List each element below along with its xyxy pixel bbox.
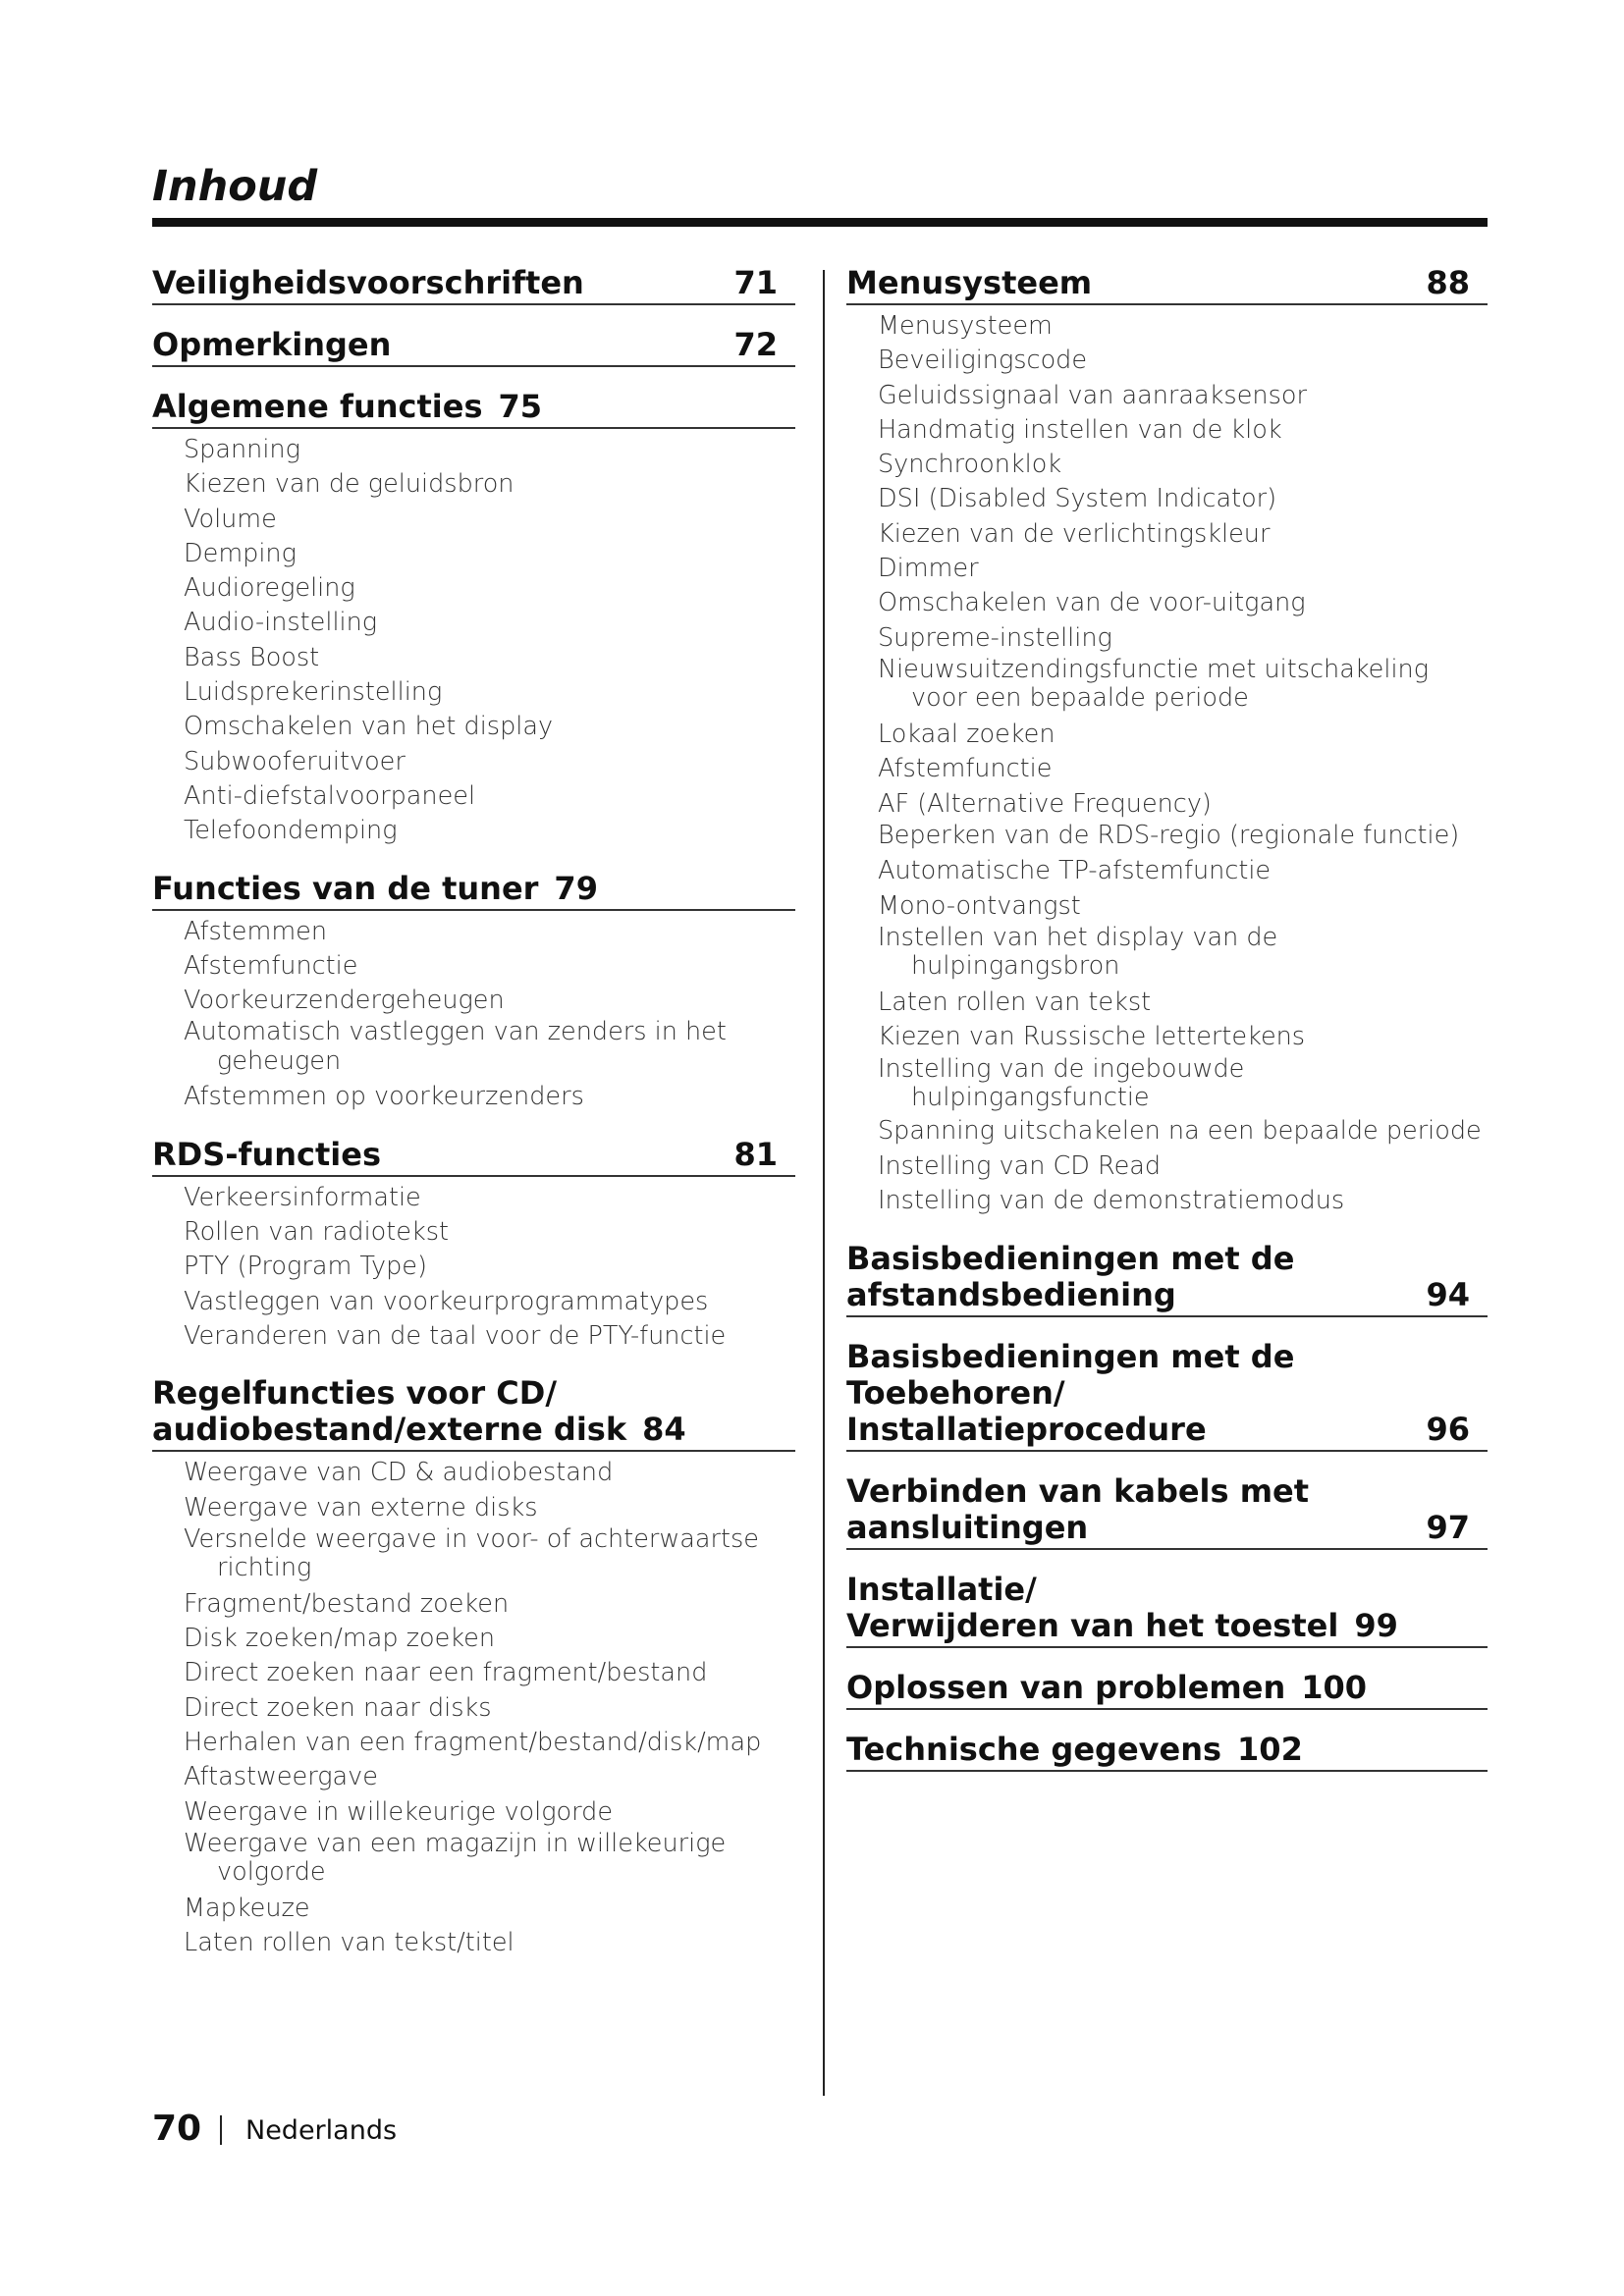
- toc-item[interactable]: Luidsprekerinstelling: [184, 677, 443, 708]
- toc-section-page: 71: [733, 264, 778, 301]
- toc-section-title: Functies van de tuner: [152, 869, 539, 907]
- toc-item[interactable]: Disk zoeken/map zoeken: [184, 1624, 495, 1654]
- toc-item[interactable]: Menusysteem: [878, 311, 1053, 341]
- toc-item[interactable]: Afstemmen op voorkeurzenders: [184, 1082, 584, 1112]
- toc-section-title: Menusysteem: [846, 264, 1093, 301]
- toc-right-column: [846, 265, 1488, 1793]
- toc-item[interactable]: Aftastweergave: [184, 1762, 378, 1792]
- toc-section-heading[interactable]: [152, 327, 795, 367]
- toc-section-page: 96: [1426, 1410, 1470, 1448]
- toc-item[interactable]: Demping: [184, 538, 297, 568]
- toc-section-title: Installatie/ Verwijderen van het toestel: [846, 1570, 1339, 1644]
- toc-section: [152, 389, 795, 849]
- toc-section: [152, 265, 795, 305]
- toc-item[interactable]: Veranderen van de taal voor de PTY-functie: [184, 1320, 727, 1351]
- toc-item[interactable]: AF (Alternative Frequency): [878, 788, 1212, 819]
- toc-item[interactable]: Afstemmen: [184, 916, 328, 946]
- toc-section: [152, 1375, 795, 1960]
- toc-section: [846, 1732, 1488, 1772]
- toc-section: [152, 1137, 795, 1354]
- toc-section-heading[interactable]: [846, 265, 1488, 305]
- toc-item-list: [152, 433, 795, 849]
- toc-item[interactable]: Synchroonklok: [878, 450, 1062, 480]
- toc-section-title: Verbinden van kabels met aansluitingen: [846, 1471, 1310, 1546]
- toc-item[interactable]: Weergave van externe disks: [184, 1492, 538, 1522]
- toc-section: [846, 265, 1488, 1219]
- toc-item[interactable]: Weergave van CD & audiobestand: [184, 1458, 614, 1488]
- toc-item[interactable]: Voorkeurzendergeheugen: [184, 986, 505, 1016]
- toc-section-heading[interactable]: [846, 1732, 1488, 1772]
- toc-item-list: [152, 1181, 795, 1354]
- toc-section-title: Opmerkingen: [152, 326, 392, 363]
- footer-separator: [220, 2115, 222, 2145]
- toc-item[interactable]: Omschakelen van het display: [184, 712, 554, 742]
- toc-item[interactable]: Supreme-instelling: [878, 622, 1112, 653]
- toc-section-heading[interactable]: [152, 1375, 795, 1452]
- toc-item[interactable]: Mapkeuze: [184, 1893, 310, 1923]
- toc-section-page: 72: [733, 326, 778, 363]
- toc-item[interactable]: Fragment/bestand zoeken: [184, 1588, 510, 1619]
- toc-item[interactable]: Lokaal zoeken: [878, 719, 1056, 749]
- toc-item-list: [846, 309, 1488, 1219]
- toc-item[interactable]: Omschakelen van de voor-uitgang: [878, 588, 1306, 618]
- toc-item[interactable]: Laten rollen van tekst: [878, 987, 1152, 1017]
- toc-section-title: Regelfuncties voor CD/ audiobestand/externe disk: [152, 1374, 627, 1449]
- toc-item[interactable]: DSI (Disabled System Indicator): [878, 484, 1277, 514]
- toc-item[interactable]: Volume: [184, 504, 277, 534]
- toc-section-title: Oplossen van problemen: [846, 1668, 1286, 1706]
- toc-left-column: [152, 265, 795, 1983]
- toc-section-heading[interactable]: [152, 389, 795, 429]
- toc-section-heading[interactable]: [846, 1473, 1488, 1550]
- toc-item[interactable]: Beveiligingscode: [878, 346, 1088, 376]
- toc-section-page: 94: [1426, 1275, 1470, 1313]
- toc-section-heading[interactable]: [846, 1572, 1488, 1648]
- toc-section: [152, 871, 795, 1115]
- toc-item[interactable]: Herhalen van een fragment/bestand/disk/map: [184, 1728, 762, 1758]
- toc-item[interactable]: Geluidssignaal van aanraaksensor: [878, 380, 1307, 410]
- toc-item[interactable]: Anti-diefstalvoorpaneel: [184, 780, 476, 811]
- toc-item[interactable]: Nieuwsuitzendingsfunctie met uitschakeling voor een bepaalde periode: [878, 654, 1429, 714]
- toc-section-title: Veiligheidsvoorschriften: [152, 264, 584, 301]
- toc-item[interactable]: Automatische TP-afstemfunctie: [878, 856, 1272, 886]
- toc-item[interactable]: Rollen van radiotekst: [184, 1217, 450, 1248]
- toc-section-heading[interactable]: [152, 871, 795, 911]
- toc-item[interactable]: Weergave in willekeurige volgorde: [184, 1796, 614, 1827]
- toc-item[interactable]: Kiezen van de geluidsbron: [184, 469, 514, 500]
- toc-section-title: Basisbedieningen met de afstandsbediening: [846, 1239, 1295, 1313]
- toc-section-page: 102: [1237, 1730, 1303, 1768]
- footer-language: Nederlands: [245, 2115, 398, 2146]
- toc-item[interactable]: Kiezen van de verlichtingskleur: [878, 518, 1271, 549]
- toc-item[interactable]: Subwooferuitvoer: [184, 746, 406, 776]
- toc-item[interactable]: Spanning uitschakelen na een bepaalde periode: [878, 1115, 1482, 1146]
- column-divider: [823, 270, 825, 2096]
- toc-section: [846, 1339, 1488, 1452]
- toc-item[interactable]: Beperken van de RDS-regio (regionale functie): [878, 820, 1460, 850]
- toc-section-page: 88: [1426, 264, 1470, 301]
- toc-section-page: 99: [1354, 1606, 1398, 1644]
- toc-section: [846, 1670, 1488, 1710]
- toc-item[interactable]: Vastleggen van voorkeurprogrammatypes: [184, 1286, 709, 1316]
- toc-item[interactable]: Instelling van CD Read: [878, 1151, 1162, 1182]
- toc-section-page: 79: [554, 869, 598, 907]
- toc-item[interactable]: Instelling van de demonstratiemodus: [878, 1186, 1345, 1216]
- toc-item[interactable]: Telefoondemping: [184, 816, 398, 846]
- toc-section: [846, 1241, 1488, 1317]
- toc-section-title: Algemene functies: [152, 388, 483, 425]
- toc-section-heading[interactable]: [846, 1670, 1488, 1710]
- toc-item[interactable]: Kiezen van Russische lettertekens: [878, 1022, 1306, 1052]
- toc-item[interactable]: Weergave van een magazijn in willekeurige volgorde: [184, 1828, 727, 1888]
- toc-item[interactable]: Audioregeling: [184, 573, 355, 604]
- toc-item[interactable]: Dimmer: [878, 554, 979, 584]
- footer-page-number: 70: [152, 2109, 202, 2149]
- toc-section-page: 75: [498, 388, 543, 425]
- toc-section-page: 81: [733, 1135, 778, 1173]
- toc-item[interactable]: Direct zoeken naar een fragment/bestand: [184, 1658, 708, 1688]
- toc-item[interactable]: Verkeersinformatie: [184, 1182, 421, 1212]
- toc-section: [846, 1572, 1488, 1648]
- toc-section-heading[interactable]: [846, 1241, 1488, 1317]
- toc-item[interactable]: Laten rollen van tekst/titel: [184, 1928, 514, 1958]
- toc-section-heading[interactable]: [152, 265, 795, 305]
- title-rule: [152, 218, 1488, 227]
- toc-item[interactable]: Afstemfunctie: [184, 950, 358, 981]
- toc-section-title: Technische gegevens: [846, 1730, 1222, 1768]
- toc-section-title: RDS-functies: [152, 1135, 381, 1173]
- toc-item[interactable]: Handmatig instellen van de klok: [878, 414, 1282, 445]
- toc-item[interactable]: Instellen van het display van de hulpingangsbron: [878, 922, 1278, 982]
- toc-item[interactable]: PTY (Program Type): [184, 1252, 427, 1282]
- toc-item[interactable]: Automatisch vastleggen van zenders in het geheugen: [184, 1017, 727, 1076]
- toc-item[interactable]: Versnelde weergave in voor- of achterwaartse richting: [184, 1523, 759, 1583]
- toc-item[interactable]: Bass Boost: [184, 642, 320, 672]
- toc-section-heading[interactable]: [152, 1137, 795, 1177]
- toc-item[interactable]: Audio-instelling: [184, 608, 378, 638]
- toc-item[interactable]: Instelling van de ingebouwde hulpingangsfunctie: [878, 1053, 1245, 1113]
- toc-item-list: [152, 1456, 795, 1960]
- toc-item[interactable]: Spanning: [184, 435, 300, 464]
- page-title: Inhoud: [152, 162, 318, 211]
- toc-item[interactable]: Direct zoeken naar disks: [184, 1692, 492, 1723]
- toc-section-page: 84: [642, 1411, 686, 1449]
- toc-section-page: 100: [1301, 1668, 1368, 1706]
- toc-section: [152, 327, 795, 367]
- toc-section: [846, 1473, 1488, 1550]
- toc-section-title: Basisbedieningen met de Toebehoren/ Installatieprocedure: [846, 1337, 1295, 1448]
- toc-item-list: [152, 915, 795, 1115]
- toc-section-heading[interactable]: [846, 1339, 1488, 1452]
- toc-item[interactable]: Mono-ontvangst: [878, 890, 1081, 921]
- toc-section-page: 97: [1426, 1508, 1470, 1546]
- toc-item[interactable]: Afstemfunctie: [878, 754, 1053, 784]
